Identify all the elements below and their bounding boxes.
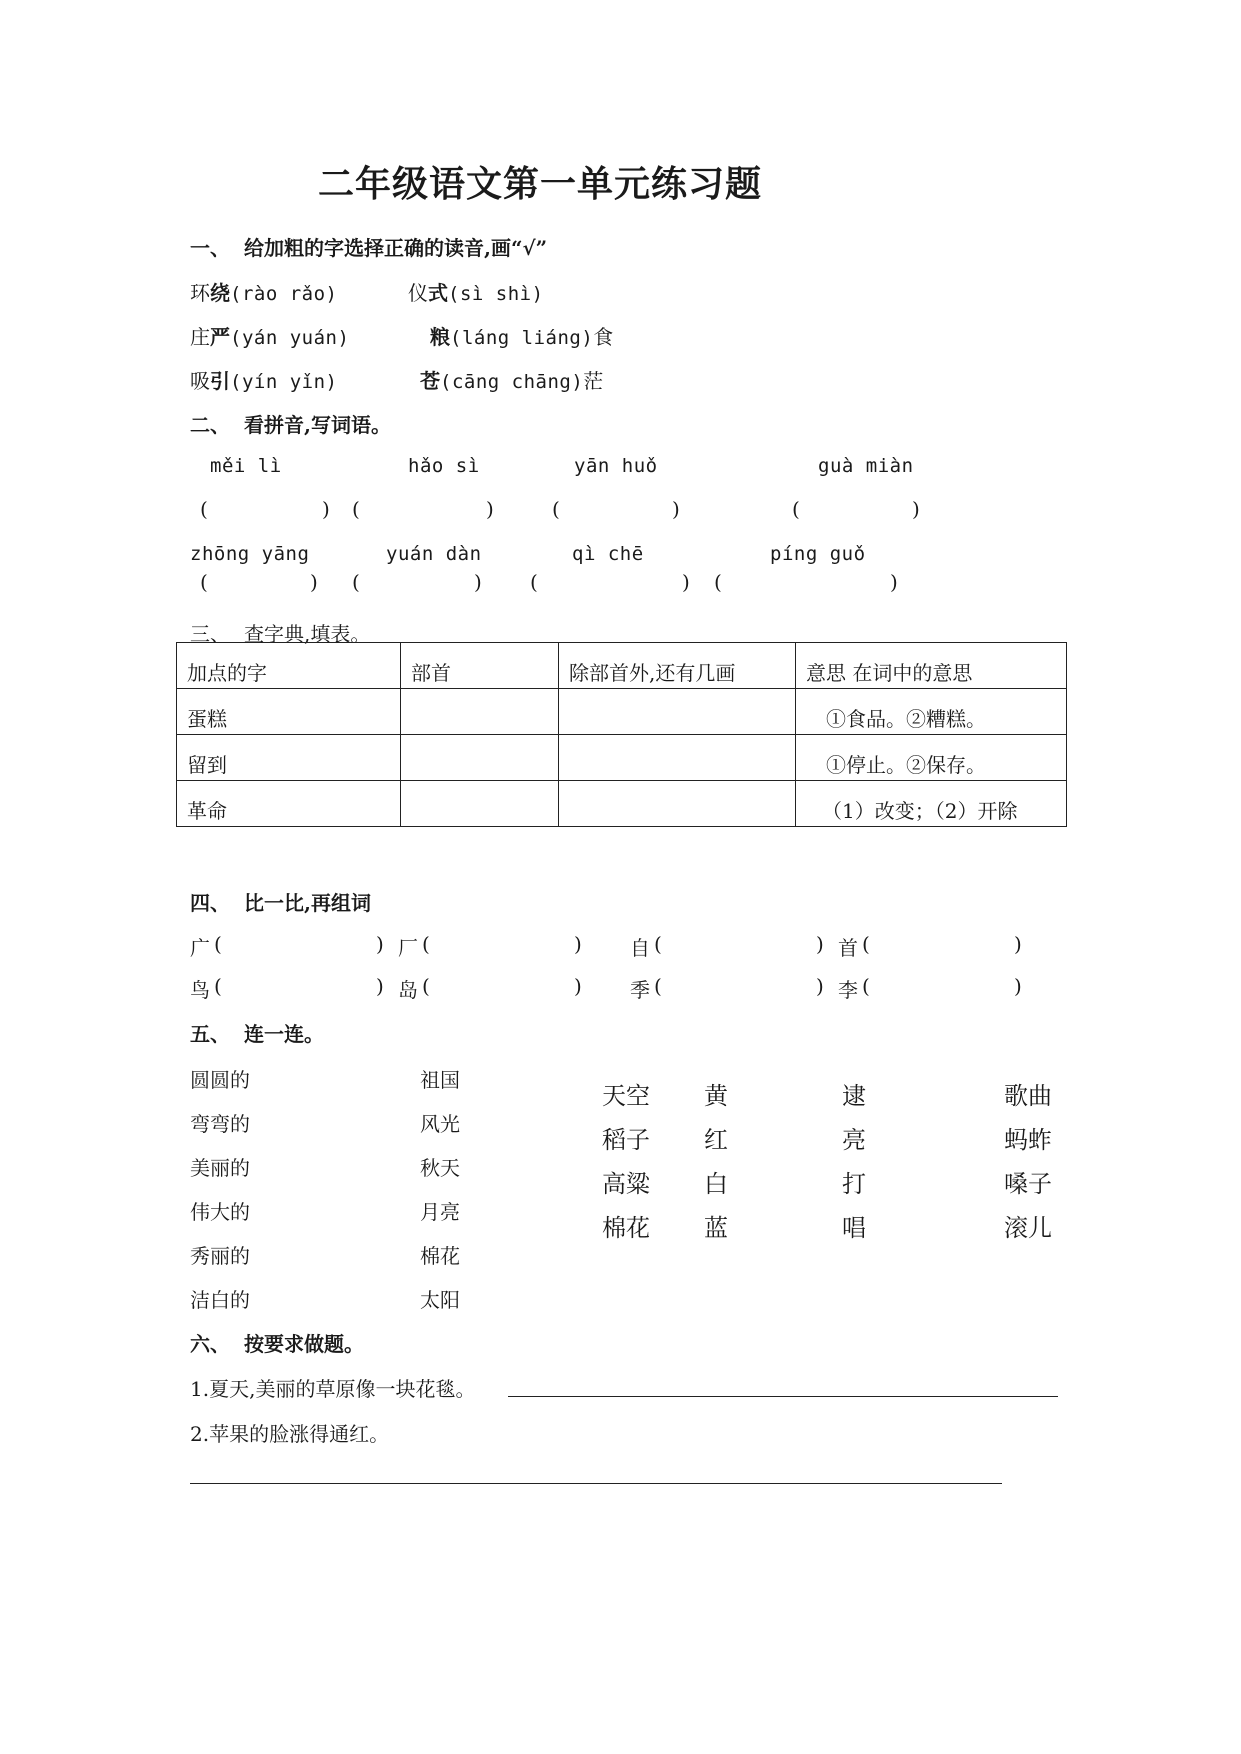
table-header: 除部首外,还有几画 (559, 643, 796, 689)
pinyin-item-1b (408, 277, 544, 306)
match-left-item[interactable]: 美丽的 (190, 1156, 250, 1180)
match-verb[interactable]: 亮 (842, 1126, 866, 1154)
pinyin-word: guà miàn (818, 455, 914, 477)
answer-blank-close: ) (474, 570, 482, 594)
table-cell: 革命 (177, 781, 401, 827)
match-object[interactable]: 歌曲 (1004, 1082, 1052, 1110)
pinyin-options: (yín yǐn) (230, 371, 338, 393)
answer-blank-close: ) (890, 570, 898, 594)
match-color[interactable]: 黄 (704, 1082, 728, 1110)
pinyin-options: (láng liáng) (450, 327, 594, 349)
section-title: 给加粗的字选择正确的读音,画“√” (244, 236, 548, 260)
pinyin-word: hǎo sì (408, 455, 480, 477)
answer-blank-open: ( (422, 932, 430, 956)
char-prefix: 环 (190, 281, 210, 305)
table-cell: 留到 (177, 735, 401, 781)
match-verb[interactable]: 逮 (842, 1082, 866, 1110)
match-verb[interactable]: 打 (842, 1170, 866, 1198)
table-cell-blank[interactable] (559, 735, 796, 781)
match-color[interactable]: 白 (704, 1170, 728, 1198)
match-left-item[interactable]: 洁白的 (190, 1288, 250, 1312)
compare-char: 首 (838, 936, 858, 960)
match-color[interactable]: 红 (704, 1126, 728, 1154)
match-right-item[interactable]: 祖国 (420, 1068, 460, 1092)
question-2: 2.苹果的脸涨得通红。 (190, 1422, 390, 1446)
bold-char: 严 (210, 325, 230, 349)
pinyin-item-2b (430, 321, 613, 350)
compare-char: 厂 (398, 936, 418, 960)
char-prefix: 庄 (190, 325, 210, 349)
section-title: 查字典,填表。 (244, 622, 371, 646)
table-header: 加点的字 (177, 643, 401, 689)
match-right-item[interactable]: 风光 (420, 1112, 460, 1136)
bold-char: 引 (210, 369, 230, 393)
match-object[interactable]: 蚂蚱 (1004, 1126, 1052, 1154)
answer-blank-close: ) (322, 497, 330, 521)
match-color[interactable]: 蓝 (704, 1214, 728, 1242)
pinyin-options: (cāng chāng) (440, 371, 584, 393)
match-object[interactable]: 滚儿 (1004, 1214, 1052, 1242)
char-suffix: 茫 (583, 369, 604, 393)
pinyin-word: zhōng yāng (190, 543, 310, 565)
compare-char: 鸟 (190, 978, 210, 1002)
answer-blank-open: ( (654, 932, 662, 956)
section-title: 比一比,再组词 (244, 891, 371, 915)
table-row (177, 735, 1067, 781)
section-6-heading (190, 1328, 364, 1357)
match-right-item[interactable]: 秋天 (420, 1156, 460, 1180)
answer-blank-open: ( (552, 497, 560, 521)
section-title: 连一连。 (244, 1022, 324, 1046)
compare-char: 李 (838, 978, 858, 1002)
answer-blank-close: ) (1014, 974, 1022, 998)
answer-blank-close: ) (376, 974, 384, 998)
answer-line-1[interactable] (508, 1396, 1058, 1397)
match-left-item[interactable]: 秀丽的 (190, 1244, 250, 1268)
match-left-item[interactable]: 弯弯的 (190, 1112, 250, 1136)
pinyin-item-1a (190, 277, 337, 306)
answer-blank-open: ( (862, 932, 870, 956)
pinyin-word: yān huǒ (574, 455, 658, 477)
answer-blank-open: ( (654, 974, 662, 998)
table-row (177, 689, 1067, 735)
match-left-item[interactable]: 圆圆的 (190, 1068, 250, 1092)
answer-blank-open: ( (214, 932, 222, 956)
answer-blank-open: ( (352, 570, 360, 594)
table-cell-blank[interactable] (401, 735, 559, 781)
answer-blank-open: ( (714, 570, 722, 594)
answer-blank-open: ( (200, 497, 208, 521)
bold-char: 苍 (420, 369, 440, 393)
pinyin-item-3a (190, 365, 337, 394)
pinyin-word: yuán dàn (386, 543, 482, 565)
bold-char: 绕 (210, 281, 230, 305)
section-4-heading (190, 887, 371, 916)
page-title: 二年级语文第一单元练习题 (318, 163, 763, 205)
answer-blank-close: ) (486, 497, 494, 521)
section-5-heading (190, 1018, 324, 1047)
bold-char: 式 (428, 281, 448, 305)
answer-blank-close: ) (816, 974, 824, 998)
section-number: 三、 (190, 622, 230, 646)
match-object[interactable]: 嗓子 (1004, 1170, 1052, 1198)
table-header: 意思 在词中的意思 (796, 643, 1067, 689)
char-prefix: 仪 (408, 281, 428, 305)
pinyin-word: píng guǒ (770, 543, 866, 565)
answer-blank-open: ( (214, 974, 222, 998)
pinyin-options: (sì shì) (448, 283, 544, 305)
table-cell-blank[interactable] (401, 781, 559, 827)
answer-blank-close: ) (574, 974, 582, 998)
answer-blank-close: ) (912, 497, 920, 521)
compare-char: 自 (630, 936, 650, 960)
match-noun[interactable]: 天空 (602, 1082, 650, 1110)
match-right-item[interactable]: 太阳 (420, 1288, 460, 1312)
table-cell-blank[interactable] (401, 689, 559, 735)
answer-blank-open: ( (862, 974, 870, 998)
table-header: 部首 (401, 643, 559, 689)
answer-blank-open: ( (352, 497, 360, 521)
pinyin-word: qì chē (572, 543, 644, 565)
char-suffix: 食 (593, 325, 614, 349)
answer-blank-close: ) (574, 932, 582, 956)
section-number: 六、 (190, 1332, 230, 1356)
match-right-item[interactable]: 月亮 (420, 1200, 460, 1224)
answer-blank-close: ) (672, 497, 680, 521)
section-2-heading (190, 409, 391, 438)
compare-char: 岛 (398, 978, 418, 1002)
table-cell-blank[interactable] (559, 689, 796, 735)
section-title: 按要求做题。 (244, 1332, 364, 1356)
bold-char: 粮 (430, 325, 450, 349)
answer-blank-close: ) (310, 570, 318, 594)
answer-blank-open: ( (530, 570, 538, 594)
answer-blank-close: ) (1014, 932, 1022, 956)
table-cell: ①停止。②保存。 (796, 735, 1067, 781)
match-noun[interactable]: 高粱 (602, 1170, 650, 1198)
match-right-item[interactable]: 棉花 (420, 1244, 460, 1268)
table-cell: （1）改变；（2）开除 (796, 781, 1067, 827)
answer-line-2[interactable] (190, 1483, 1002, 1484)
table-header-row (177, 643, 1067, 689)
section-number: 一、 (190, 236, 230, 260)
section-1-heading (190, 232, 547, 261)
pinyin-word: měi lì (210, 455, 282, 477)
dictionary-table (176, 642, 1067, 827)
section-number: 二、 (190, 413, 230, 437)
pinyin-item-3b (420, 365, 603, 394)
table-cell-blank[interactable] (559, 781, 796, 827)
pinyin-options: (yán yuán) (230, 327, 350, 349)
answer-blank-close: ) (376, 932, 384, 956)
table-cell: ①食品。②糟糕。 (796, 689, 1067, 735)
compare-char: 广 (190, 936, 210, 960)
table-cell: 蛋糕 (177, 689, 401, 735)
match-noun[interactable]: 稻子 (602, 1126, 650, 1154)
pinyin-options: (rào rǎo) (230, 283, 338, 305)
pinyin-item-2a (190, 321, 349, 350)
answer-blank-open: ( (792, 497, 800, 521)
answer-blank-close: ) (682, 570, 690, 594)
answer-blank-close: ) (816, 932, 824, 956)
section-number: 四、 (190, 891, 230, 915)
table-row (177, 781, 1067, 827)
match-noun[interactable]: 棉花 (602, 1214, 650, 1242)
answer-blank-open: ( (422, 974, 430, 998)
answer-blank-open: ( (200, 570, 208, 594)
compare-char: 季 (630, 978, 650, 1002)
char-prefix: 吸 (190, 369, 210, 393)
question-1: 1.夏天,美丽的草原像一块花毯。 (190, 1377, 476, 1401)
match-verb[interactable]: 唱 (842, 1214, 866, 1242)
section-number: 五、 (190, 1022, 230, 1046)
match-left-item[interactable]: 伟大的 (190, 1200, 250, 1224)
section-title: 看拼音,写词语。 (244, 413, 391, 437)
